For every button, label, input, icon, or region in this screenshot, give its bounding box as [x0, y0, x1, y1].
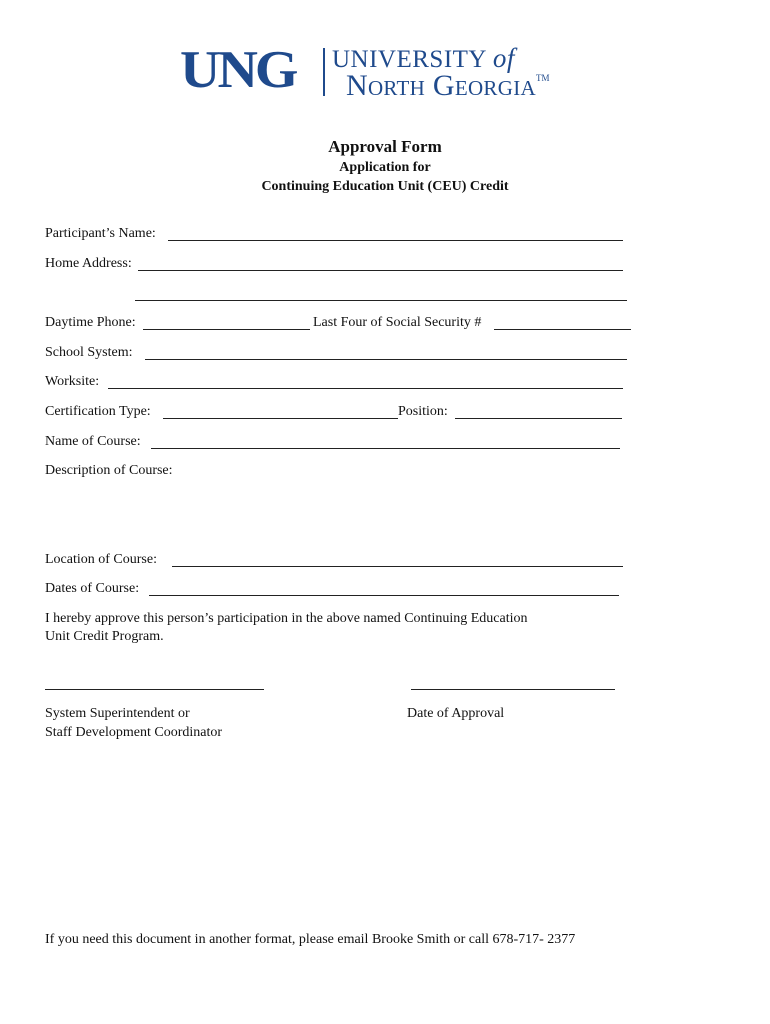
description-of-course-label: Description of Course: — [45, 463, 173, 478]
logo-acronym: UNG — [180, 40, 296, 100]
position-field[interactable] — [455, 418, 622, 419]
location-of-course-field[interactable] — [172, 566, 623, 567]
home-address-field-line2[interactable] — [135, 300, 627, 301]
signature-line-superintendent[interactable] — [45, 689, 264, 690]
ssn-label: Last Four of Social Security # — [313, 315, 482, 330]
school-system-field[interactable] — [145, 359, 627, 360]
date-of-approval-label: Date of Approval — [407, 706, 505, 721]
home-address-label: Home Address: — [45, 256, 132, 271]
position-label: Position: — [398, 404, 448, 419]
participant-name-label: Participant’s Name: — [45, 226, 156, 241]
certification-type-label: Certification Type: — [45, 404, 151, 419]
logo-university-text: UNIVERSITY — [332, 46, 487, 73]
school-system-label: School System: — [45, 345, 133, 360]
participant-name-field[interactable] — [168, 240, 623, 241]
worksite-label: Worksite: — [45, 374, 100, 389]
dates-of-course-label: Dates of Course: — [45, 581, 140, 596]
accessibility-footer: If you need this document in another format, please email Brooke Smith or call 678-717- 2377 — [45, 932, 576, 947]
name-of-course-label: Name of Course: — [45, 434, 141, 449]
approval-statement-line1: I hereby approve this person’s participation in the above named Continuing Education — [45, 611, 528, 626]
logo-north-georgia — [346, 69, 549, 103]
logo-trademark: TM — [535, 73, 550, 83]
worksite-field[interactable] — [108, 388, 623, 389]
location-of-course-label: Location of Course: — [45, 552, 157, 567]
form-title: Approval Form — [328, 137, 442, 156]
approval-statement-line2: Unit Credit Program. — [45, 629, 164, 644]
logo-of-text: of — [492, 43, 515, 73]
ssn-field[interactable] — [494, 329, 631, 330]
form-subtitle-1: Application for — [339, 160, 431, 175]
name-of-course-field[interactable] — [151, 448, 620, 449]
dates-of-course-field[interactable] — [149, 595, 619, 596]
superintendent-label-line2: Staff Development Coordinator — [45, 725, 223, 740]
certification-type-field[interactable] — [163, 418, 398, 419]
signature-line-date[interactable] — [411, 689, 615, 690]
home-address-field[interactable] — [138, 270, 623, 271]
logo-divider — [323, 48, 325, 96]
form-subtitle-2: Continuing Education Unit (CEU) Credit — [261, 179, 509, 194]
daytime-phone-label: Daytime Phone: — [45, 315, 136, 330]
logo-north-georgia-text: North Georgia — [346, 69, 536, 102]
daytime-phone-field[interactable] — [143, 329, 310, 330]
superintendent-label-line1: System Superintendent or — [45, 706, 190, 721]
